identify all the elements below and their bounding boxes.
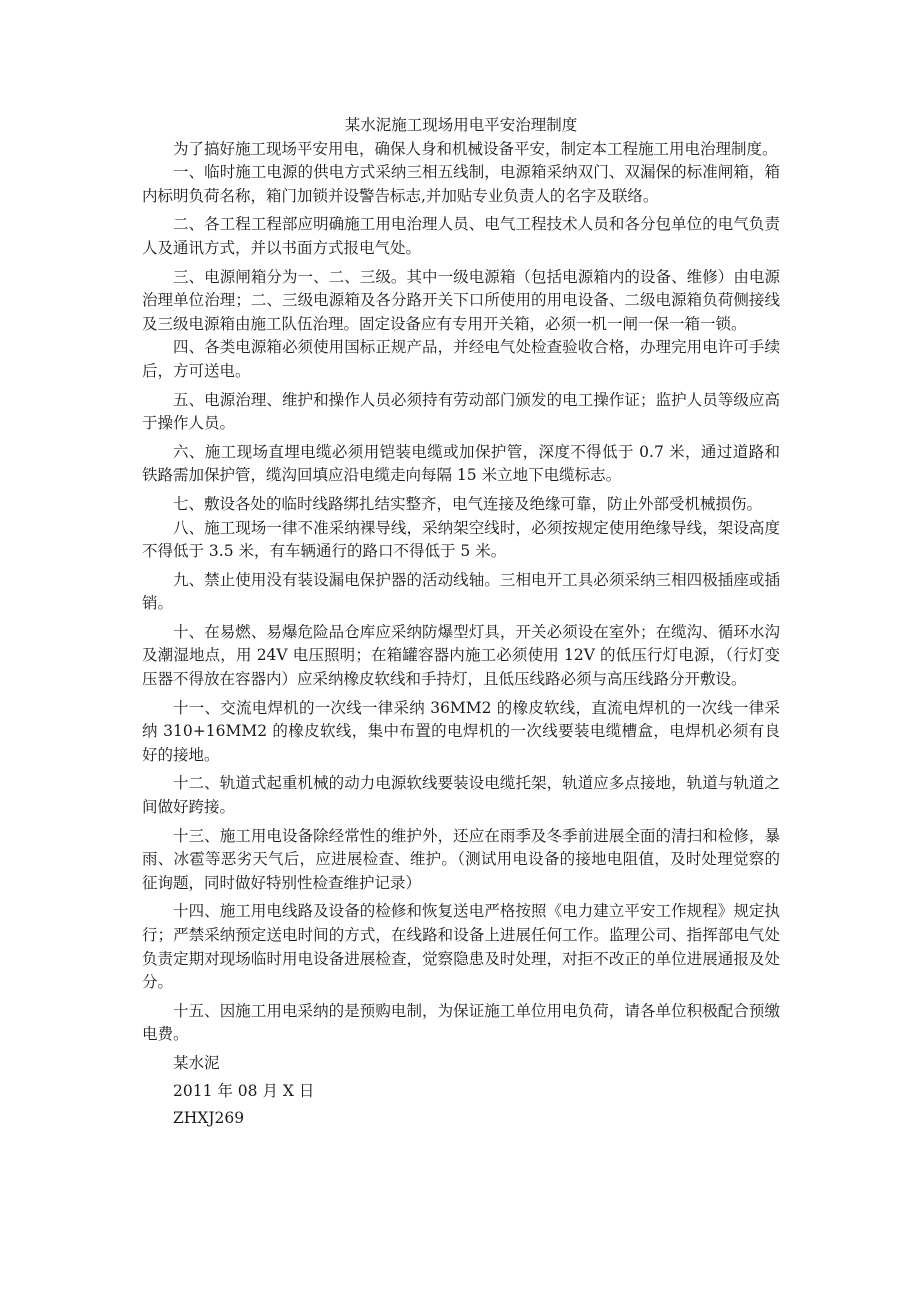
- clause-2: 二、各工程工程部应明确施工用电治理人员、电气工程技术人员和各分包单位的电气负责人及通讯方式，并以书面方式报电气处。: [142, 215, 780, 257]
- clause-8: 八、施工现场一律不准采纳裸导线，采纳架空线时，必须按规定使用绝缘导线，架设高度不得低于 3.5 米，有车辆通行的路口不得低于 5 米。: [142, 518, 780, 561]
- clause-1: 一、临时施工电源的供电方式采纳三相五线制，电源箱采纳双门、双漏保的标准闸箱，箱内标明负荷名称，箱门加锁并设警告标志,并加贴专业负责人的名字及联络。: [142, 163, 780, 205]
- document-page: [142, 114, 780, 1131]
- document-code: ZHXJ269: [173, 1109, 245, 1128]
- clause-14: 十四、施工用电线路及设备的检修和恢复送电严格按照《电力建立平安工作规程》规定执行；严禁采纳预定送电时间的方式，在线路和设备上进展任何工作。监理公司、指挥部电气处负责定期对现场临时用电设备进展检查，觉察隐患及时处理，对拒不改正的单位进展通报及处分。: [142, 902, 780, 992]
- signature-org: 某水泥: [173, 1053, 220, 1072]
- clause-7: 七、敷设各处的临时线路绑扎结实整齐，电气连接及绝缘可靠，防止外部受机械损伤。: [173, 494, 763, 513]
- clause-6: 六、施工现场直埋电缆必须用铠装电缆或加保护管，深度不得低于 0.7 米，通过道路和铁路需加保护管，缆沟回填应沿电缆走向每隔 15 米立地下电缆标志。: [142, 442, 780, 485]
- signature-date: 2011 年 08 月 X 日: [173, 1081, 315, 1100]
- clause-12: 十二、轨道式起重机械的动力电源软线要装设电缆托架，轨道应多点接地，轨道与轨道之间做好跨接。: [142, 774, 780, 817]
- intro-paragraph: 为了搞好施工现场平安用电，确保人身和机械设备平安，制定本工程施工用电治理制度。: [173, 139, 778, 158]
- clause-10: 十、在易燃、易爆危险品仓库应采纳防爆型灯具，开关必须设在室外；在缆沟、循环水沟及潮湿地点，用 24V 电压照明；在箱罐容器内施工必须使用 12V 的低压行灯电源，（行灯变压器不得放在容器内）应采纳橡皮软线和手持灯，且低压线路必须与高压线路分开敷设。: [142, 622, 780, 689]
- clause-5: 五、电源治理、维护和操作人员必须持有劳动部门颁发的电工操作证；监护人员等级应高于操作人员。: [142, 390, 780, 433]
- clause-3: 三、电源闸箱分为一、二、三级。其中一级电源箱（包括电源箱内的设备、维修）由电源治理单位治理；二、三级电源箱及各分路开关下口所使用的用电设备、二级电源箱负荷侧接线及三级电源箱由施工队伍治理。固定设备应有专用开关箱，必须一机一闸一保一箱一锁。: [142, 267, 780, 333]
- clause-13: 十三、施工用电设备除经常性的维护外，还应在雨季及冬季前进展全面的清扫和检修，暴雨、冰雹等恶劣天气后，应进展检查、维护。（测试用电设备的接地电阻值，及时处理觉察的征询题，同时做好特别性检查维护记录）: [142, 826, 780, 892]
- document-title: 某水泥施工现场用电平安治理制度: [344, 116, 578, 134]
- clause-15: 十五、因施工用电采纳的是预购电制，为保证施工单位用电负荷，请各单位积极配合预缴电费。: [142, 1001, 780, 1044]
- clause-11: 十一、交流电焊机的一次线一律采纳 36MM2 的橡皮软线，直流电焊机的一次线一律采纳 310+16MM2 的橡皮软线，集中布置的电焊机的一次线要装电缆槽盒，电焊机必须有良好的接地。: [142, 698, 780, 764]
- clause-9: 九、禁止使用没有装设漏电保护器的活动线轴。三相电开工具必须采纳三相四极插座或插销。: [142, 570, 780, 613]
- clause-4: 四、各类电源箱必须使用国标正规产品，并经电气处检查验收合格，办理完用电许可手续后，方可送电。: [142, 338, 780, 380]
